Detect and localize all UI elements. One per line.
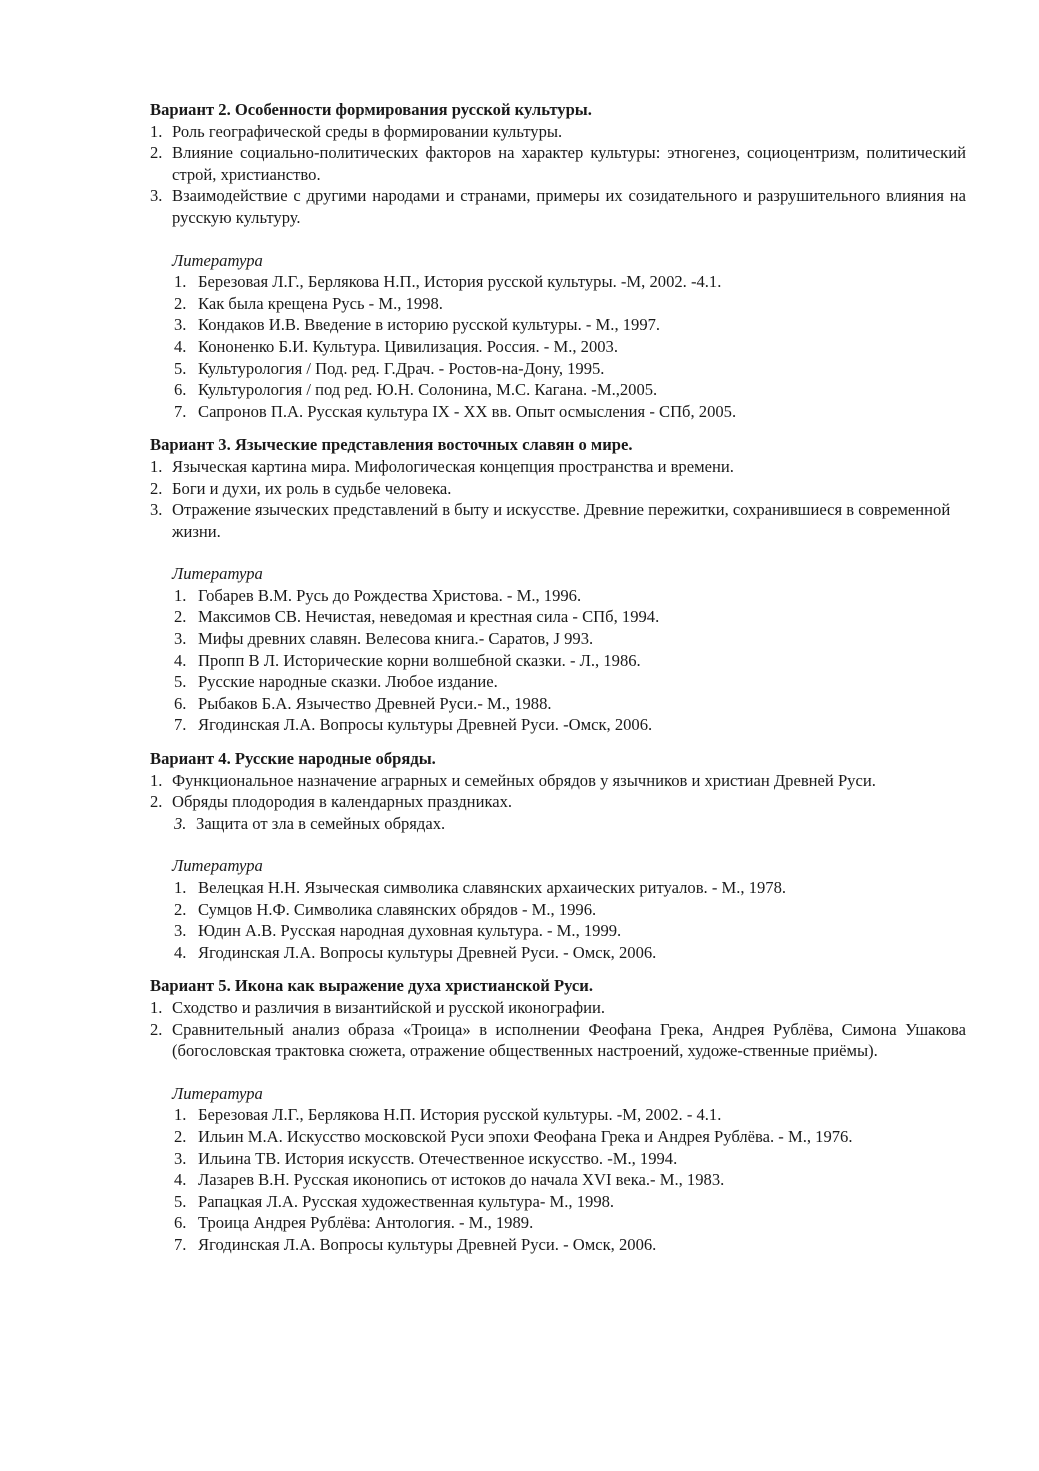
question-number: 1. xyxy=(150,770,163,790)
reference-item xyxy=(172,293,966,315)
reference-item xyxy=(172,628,966,650)
reference-item xyxy=(172,358,966,380)
reference-number: 2. xyxy=(174,293,187,313)
reference-item xyxy=(172,650,966,672)
question-number: 2. xyxy=(150,1019,163,1039)
question-item xyxy=(150,185,966,228)
reference-text: Велецкая Н.Н. Языческая символика славянских архаических ритуалов. - М., 1978. xyxy=(198,878,787,897)
reference-item xyxy=(172,1104,966,1126)
question-number: 2. xyxy=(150,478,163,498)
section-spacer xyxy=(150,963,966,975)
reference-text: Рыбаков Б.А. Язычество Древней Руси.- М., 1988. xyxy=(198,693,552,713)
reference-text: Ильин М.А. Искусство московской Руси эпохи Феофана Грека и Андрея Рублёва. - М., 1976. xyxy=(198,1126,853,1146)
reference-number: 4. xyxy=(174,1170,187,1190)
reference-item xyxy=(172,1169,966,1191)
reference-number: 7. xyxy=(174,1234,187,1254)
reference-number: 1. xyxy=(174,585,187,605)
question-list xyxy=(150,121,966,229)
section-spacer xyxy=(150,736,966,748)
reference-text: Троица Андрея Рублёва: Антология. - М., 1989. xyxy=(198,1213,534,1233)
reference-list xyxy=(172,585,966,736)
reference-text: Культурология / Под. ред. Г.Драч. - Ростов-на-Дону, 1995. xyxy=(198,358,605,378)
reference-item xyxy=(172,314,966,336)
question-number: 3. xyxy=(174,813,187,833)
question-number: 3. xyxy=(150,500,163,520)
question-list xyxy=(150,456,966,542)
reference-text: Мифы древних славян. Велесова книга.- Саратов, J 993. xyxy=(198,629,594,649)
reference-item xyxy=(172,585,966,607)
question-text: Обряды плодородия в календарных праздниках. xyxy=(172,792,513,812)
reference-item xyxy=(172,1148,966,1170)
reference-number: 2. xyxy=(174,899,187,919)
reference-number: 4. xyxy=(174,650,187,670)
question-item xyxy=(150,478,966,500)
question-item xyxy=(150,770,966,792)
literature-title: Литература xyxy=(172,564,263,584)
reference-item xyxy=(172,942,966,964)
reference-text: Березовая Л.Г., Берлякова Н.П. История русской культуры. -М, 2002. - 4.1. xyxy=(198,1105,722,1125)
reference-list xyxy=(172,877,966,963)
reference-item xyxy=(172,401,966,423)
reference-text: Пропп В Л. Исторические корни волшебной сказки. - Л., 1986. xyxy=(198,650,641,670)
question-text: Влияние социально-политических факторов на характер культуры: этногенез, социоцентризм, политический строй, христианство. xyxy=(172,143,966,184)
reference-item xyxy=(172,1191,966,1213)
question-text: Взаимодействие с другими народами и странами, примеры их созидательного и разрушительного влияния на русскую культуру. xyxy=(172,186,966,227)
literature-block xyxy=(150,1083,966,1256)
question-list xyxy=(150,997,966,1062)
section-heading: Вариант 4. Русские народные обряды. xyxy=(150,749,436,769)
reference-text: Максимов СВ. Нечистая, неведомая и крестная сила - СПб, 1994. xyxy=(198,607,660,627)
reference-item xyxy=(172,379,966,401)
reference-text: Рапацкая Л.А. Русская художественная культура- М., 1998. xyxy=(198,1191,615,1211)
reference-number: 7. xyxy=(174,715,187,735)
question-text: Отражение языческих представлений в быту и искусстве. Древние пережитки, сохранившиеся в современной жизни. xyxy=(172,500,951,541)
reference-text: Юдин А.В. Русская народная духовная культура. - М., 1999. xyxy=(198,921,622,941)
reference-number: 6. xyxy=(174,1213,187,1233)
literature-title: Литература xyxy=(172,856,263,876)
reference-text: Ягодинская Л.А. Вопросы культуры Древней Руси. -Омск, 2006. xyxy=(198,715,653,735)
question-number: 2. xyxy=(150,143,163,163)
reference-text: Ягодинская Л.А. Вопросы культуры Древней Руси. - Омск, 2006. xyxy=(198,1234,657,1254)
literature-block xyxy=(150,250,966,423)
question-text: Роль географической среды в формировании культуры. xyxy=(172,121,563,141)
reference-number: 1. xyxy=(174,878,187,897)
question-text: Сравнительный анализ образа «Троица» в исполнении Феофана Грека, Андрея Рублёва, Симона Ушакова (богословская трактовка сюжета, отражение общественных настроений, художе-ственные приёмы). xyxy=(172,1019,966,1061)
reference-text: Сумцов Н.Ф. Символика славянских обрядов - М., 1996. xyxy=(198,899,597,919)
reference-item xyxy=(172,271,966,293)
reference-list xyxy=(172,271,966,422)
question-number: 2. xyxy=(150,792,163,812)
question-number: 1. xyxy=(150,997,163,1017)
literature-title: Литература xyxy=(172,250,263,270)
question-number: 1. xyxy=(150,456,163,476)
reference-number: 1. xyxy=(174,272,187,292)
section-heading: Вариант 2. Особенности формирования русской культуры. xyxy=(150,100,592,119)
reference-number: 1. xyxy=(174,1105,187,1125)
reference-item xyxy=(172,1126,966,1148)
reference-number: 5. xyxy=(174,672,187,692)
question-item xyxy=(150,456,966,478)
document-page xyxy=(150,99,966,1256)
section-heading: Вариант 5. Икона как выражение духа христианской Руси. xyxy=(150,976,593,996)
reference-text: Ильина ТВ. История искусств. Отечественное искусство. -М., 1994. xyxy=(198,1148,678,1168)
reference-number: 5. xyxy=(174,1191,187,1211)
literature-block xyxy=(150,563,966,736)
reference-number: 4. xyxy=(174,942,187,962)
reference-item xyxy=(172,899,966,921)
reference-text: Ягодинская Л.А. Вопросы культуры Древней Руси. - Омск, 2006. xyxy=(198,942,657,962)
reference-number: 3. xyxy=(174,629,187,649)
reference-text: Русские народные сказки. Любое издание. xyxy=(198,672,498,692)
question-text: Защита от зла в семейных обрядах. xyxy=(196,813,446,833)
reference-text: Кононенко Б.И. Культура. Цивилизация. Россия. - М., 2003. xyxy=(198,336,618,356)
reference-number: 7. xyxy=(174,401,187,421)
reference-number: 6. xyxy=(174,380,187,400)
reference-item xyxy=(172,920,966,942)
reference-item xyxy=(172,693,966,715)
literature-block xyxy=(150,855,966,963)
reference-number: 6. xyxy=(174,693,187,713)
section-spacer xyxy=(150,422,966,434)
reference-number: 2. xyxy=(174,1126,187,1146)
reference-item xyxy=(172,714,966,736)
reference-number: 3. xyxy=(174,1148,187,1168)
reference-number: 3. xyxy=(174,921,187,941)
reference-item xyxy=(172,336,966,358)
question-text: Сходство и различия в византийской и русской иконографии. xyxy=(172,997,605,1017)
section-variant-3 xyxy=(150,434,966,736)
reference-text: Березовая Л.Г., Берлякова Н.П., История русской культуры. -М, 2002. -4.1. xyxy=(198,272,722,292)
question-item xyxy=(150,997,966,1019)
section-variant-2 xyxy=(150,99,966,422)
question-item xyxy=(150,791,966,813)
reference-number: 4. xyxy=(174,336,187,356)
question-item xyxy=(150,142,966,185)
question-text: Функциональное назначение аграрных и семейных обрядов у язычников и христиан Древней Руси. xyxy=(172,770,876,790)
question-item xyxy=(172,813,966,835)
question-item xyxy=(150,499,966,542)
reference-text: Лазарев В.Н. Русская иконопись от истоков до начала XVI века.- М., 1983. xyxy=(198,1170,725,1190)
reference-item xyxy=(172,1234,966,1256)
question-number: 3. xyxy=(150,186,163,206)
reference-text: Кондаков И.В. Введение в историю русской культуры. - М., 1997. xyxy=(198,315,661,335)
section-variant-5 xyxy=(150,975,966,1255)
reference-text: Сапронов П.А. Русская культура IX - XX вв. Опыт осмысления - СПб, 2005. xyxy=(198,401,737,421)
section-heading: Вариант 3. Языческие представления восточных славян о мире. xyxy=(150,435,633,455)
reference-number: 2. xyxy=(174,607,187,627)
question-number: 1. xyxy=(150,121,163,141)
section-variant-4 xyxy=(150,748,966,963)
reference-list xyxy=(172,1104,966,1255)
question-text: Языческая картина мира. Мифологическая концепция пространства и времени. xyxy=(172,456,734,476)
reference-item xyxy=(172,606,966,628)
reference-item xyxy=(172,671,966,693)
question-item xyxy=(150,121,966,143)
reference-text: Культурология / под ред. Ю.Н. Солонина, М.С. Кагана. -М.,2005. xyxy=(198,380,658,400)
reference-number: 3. xyxy=(174,315,187,335)
reference-text: Как была крещена Русь - М., 1998. xyxy=(198,293,443,313)
reference-number: 5. xyxy=(174,358,187,378)
reference-item xyxy=(172,1212,966,1234)
question-list xyxy=(150,770,966,835)
question-item xyxy=(150,1019,966,1062)
literature-title: Литература xyxy=(172,1083,263,1103)
reference-item xyxy=(172,877,966,899)
reference-text: Гобарев В.М. Русь до Рождества Христова. - М., 1996. xyxy=(198,585,582,605)
question-text: Боги и духи, их роль в судьбе человека. xyxy=(172,478,452,498)
